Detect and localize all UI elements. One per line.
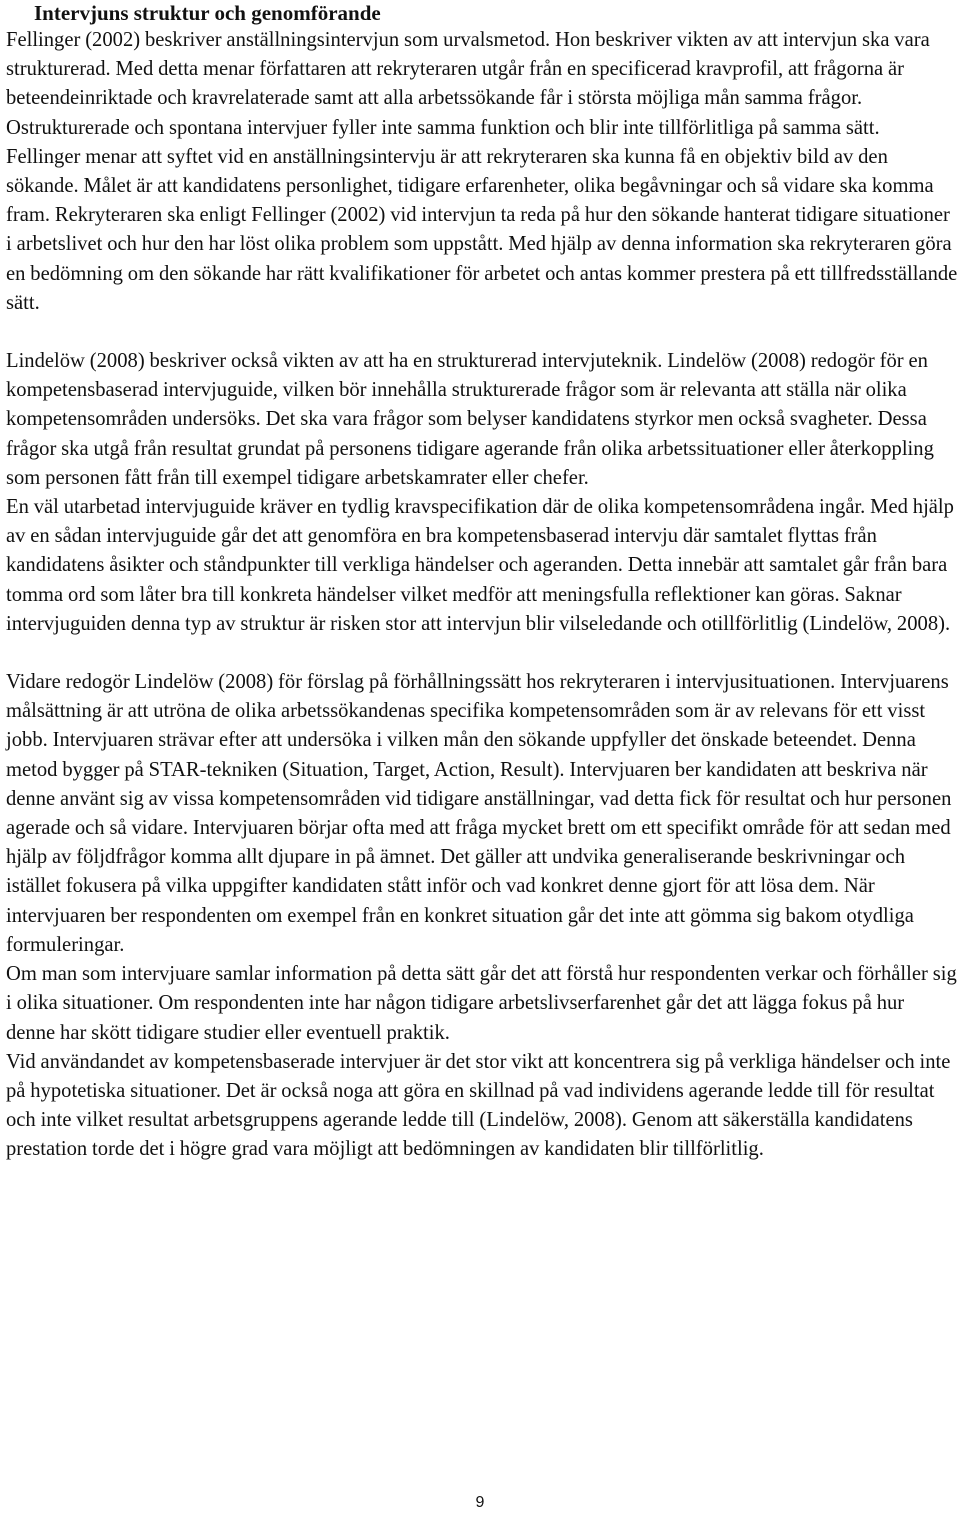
paragraph-spacer	[6, 639, 958, 668]
paragraph-spacer	[6, 318, 958, 347]
paragraph-star-technique: Vidare redogör Lindelöw (2008) för förslag på förhållningssätt hos rekryteraren i intervjusituationen. Intervjuarens målsättning är att utröna de olika arbetssökandenas specifika kompetensområden som är av relevans för ett visst jobb. Intervjuaren strävar efter att undersöka i vilken mån den sökande uppfyller det önskade beteendet. Denna metod bygger på STAR-tekniken (Situation, Target, Action, Result). Intervjuaren ber kandidaten att beskriva när denne använt sig av vissa kompetensområden vid tidigare anställningar, vad detta fick för resultat och hur personen agerade och så vidare. Intervjuaren börjar ofta med att fråga mycket brett om ett specifikt område för att sedan med hjälp av följdfrågor komma allt djupare in på ämnet. Det gäller att undvika generaliserande beskrivningar och istället fokusera på vilka uppgifter kandidaten stått inför och vad konkret denne gjort för att lösa dem. När intervjuaren ber respondenten om exempel från en konkret situation går det inte att gömma sig bakom otydliga formuleringar.	[6, 671, 952, 956]
section-heading: Intervjuns struktur och genomförande	[34, 1, 381, 25]
paragraph-information-gathering: Om man som intervjuare samlar information på detta sätt går det att förstå hur respondenten verkar och förhåller sig i olika situationer. Om respondenten inte har någon tidigare arbetslivserfarenhet går det att lägga fokus på hur denne har skött tidigare studier eller eventuell praktik.	[6, 963, 957, 1044]
page-number: 9	[475, 1494, 485, 1511]
paragraph-lindelow-technique: Lindelöw (2008) beskriver också vikten av att ha en strukturerad intervjuteknik. Lindelöw (2008) redogör för en kompetensbaserad intervjuguide, vilken bör innehålla strukturerade frågor som är relevanta att ställa när olika kompetensområden undersöks. Det ska vara frågor som belyser kandidatens styrkor men också svagheter. Dessa frågor ska utgå från resultat grundat på personens tidigare agerande från olika arbetssituationer eller återkoppling som personen fått från till exempel tidigare arbetskamrater eller chefer.	[6, 350, 934, 489]
paragraph-interview-guide: En väl utarbetad intervjuguide kräver en tydlig kravspecifikation där de olika kompetensområdena ingår. Med hjälp av en sådan intervjuguide går det att genomföra en bra kompetensbaserad intervju där samtalet flyttas från kandidatens åsikter och ståndpunkter till verkliga händelser och ageranden. Detta innebär att samtalet går från bara tomma ord som låter bra till konkreta händelser vilket medför att meningsfulla reflektioner kan göras. Saknar intervjuguiden denna typ av struktur är risken stor att intervjun blir vilseledande och otillförlitlig (Lindelöw, 2008).	[6, 496, 954, 635]
paragraph-fellinger-purpose: Fellinger menar att syftet vid en anställningsintervju är att rekryteraren ska kunna få en objektiv bild av den sökande. Målet är att kandidatens personlighet, tidigare erfarenheter, olika begåvningar och så vidare ska komma fram. Rekryteraren ska enligt Fellinger (2002) vid intervjun ta reda på hur den sökande hanterat tidigare situationer i arbetslivet och hur den har löst olika problem som uppstått. Med hjälp av denna information ska rekryteraren göra en bedömning om den sökande har rätt kvalifikationer för arbetet och antas kommer prestera på ett tillfredsställande sätt.	[6, 145, 958, 314]
document-page	[6, 0, 958, 1165]
paragraph-real-events: Vid användandet av kompetensbaserade intervjuer är det stor vikt att koncentrera sig på verkliga händelser och inte på hypotetiska situationer. Det är också noga att göra en skillnad på vad individens agerande ledde till för resultat och inte vilket resultat arbetsgruppens agerande ledde till (Lindelöw, 2008). Genom att säkerställa kandidatens prestation torde det i högre grad vara möjligt att bedömningen av kandidaten blir tillförlitlig.	[6, 1050, 951, 1161]
paragraph-fellinger-structure: Fellinger (2002) beskriver anställningsintervjun som urvalsmetod. Hon beskriver vikten av att intervjun ska vara strukturerad. Med detta menar författaren att rekryteraren utgår från en specificerad kravprofil, att frågorna är beteendeinriktade och kravrelaterade samt att alla arbetssökande får i största möjliga mån samma frågor. Ostrukturerade och spontana intervjuer fyller inte samma funktion och blir inte tillförlitliga på samma sätt.	[6, 29, 930, 139]
